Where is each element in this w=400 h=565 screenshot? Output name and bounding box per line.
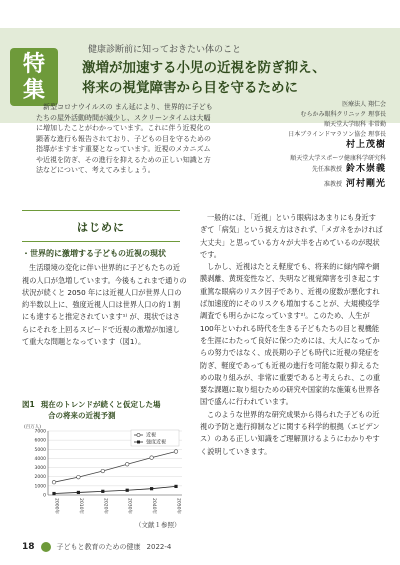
data-point bbox=[125, 462, 129, 466]
author-name: 村上茂樹 bbox=[345, 140, 386, 150]
legend-label: 強度近視 bbox=[146, 439, 167, 446]
figure-number: 図1 bbox=[22, 400, 35, 409]
figure-caption bbox=[22, 400, 197, 421]
data-point bbox=[174, 485, 177, 488]
series-line-1 bbox=[54, 451, 176, 482]
data-point bbox=[101, 469, 105, 473]
author-role: 准教授 bbox=[323, 181, 342, 188]
y-tick-label: 2000 bbox=[34, 475, 46, 481]
author-name: 鈴木崇義 bbox=[345, 164, 386, 174]
data-point bbox=[52, 492, 55, 495]
author-list bbox=[226, 100, 386, 194]
section-heading: はじめに bbox=[77, 221, 125, 234]
body-paragraph: しかし、近視はたとえ軽度でも、将来的に緑内障や網膜剥離、黄斑変性など、失明など視覚障害を引き起こす重篤な眼病のリスク因子であり、近視の度数が悪化すれば加速度的にそのリスクも増加することが、大規模疫学調査でも明らかになっています²⁾。このため、人生が100年といわれる時代を生きる子どもたちの目と視機能を生涯にわたって良好に保つためには、大人になってからの努力ではなく、成長期の子ども時代に近視の発症を防ぎ、軽度であっても近視の進行を可能な限り抑えるための取り組みが、非常に重要であると考えられ、この重要な課題に取り組むための研究や国家的な施策も世界各国で盛んに行われています。 bbox=[200, 262, 381, 407]
author-block bbox=[226, 154, 386, 175]
body-paragraph: 生活環境の変化に伴い世界的に子どもたちの近視の人口が急増しています。今後もこれまで通りの状況が続くと 2050 年には近視人口が世界人口の約半数以上に、強度近視人口は世界人口の約１割にも達すると推定されています¹⁾ が、現状ではさらにそれを上回るスピードで近視の激増が加速して重大な問題となっています（図1）。 bbox=[22, 263, 187, 347]
series-eyebrow: 健康診断前に知っておきたい体のこと bbox=[88, 45, 242, 55]
data-point bbox=[77, 475, 81, 479]
author-role: 先任准教授 bbox=[311, 166, 342, 173]
data-point bbox=[126, 489, 129, 492]
y-tick-label: 5000 bbox=[34, 447, 46, 453]
y-tick-label: 1000 bbox=[34, 484, 46, 490]
author-org: むらかみ眼科クリニック 理事長 bbox=[300, 111, 386, 118]
x-tick-label: 2050年 bbox=[175, 498, 181, 514]
myopia-projection-chart bbox=[22, 423, 192, 523]
x-tick-label: 2000年 bbox=[53, 498, 59, 514]
publication-name: 子どもと教育のための健康 bbox=[56, 543, 141, 551]
x-tick-label: 2030年 bbox=[126, 498, 132, 514]
data-point bbox=[174, 450, 178, 454]
y-tick-label: 4000 bbox=[34, 456, 46, 462]
data-point bbox=[101, 490, 104, 493]
y-tick-label: 3000 bbox=[34, 466, 46, 472]
y-tick-label: 6000 bbox=[34, 438, 46, 444]
feature-badge bbox=[10, 48, 58, 106]
feature-badge-char-1: 特 bbox=[22, 51, 45, 77]
data-point bbox=[150, 456, 154, 460]
x-tick-label: 2040年 bbox=[151, 498, 157, 514]
body-paragraph: 一般的には、「近視」という眼病はあまりにも身近すぎて「病気」という捉え方はされず、「メガネをかければ大丈夫」と思っている方々が大半を占めているのが現状です。 bbox=[200, 213, 383, 259]
left-column bbox=[22, 248, 187, 348]
figure-caption-line-1: 現在のトレンドが続くと仮定した場 bbox=[40, 400, 161, 409]
legend-marker bbox=[137, 441, 140, 444]
y-tick-label: 0 bbox=[43, 493, 46, 499]
y-unit-label: (百万人) bbox=[24, 425, 42, 430]
subsection-heading: ・世界的に激増する子どもの近視の現状 bbox=[22, 249, 166, 258]
lead-paragraph bbox=[36, 102, 216, 176]
page-footer bbox=[22, 542, 171, 552]
data-point bbox=[150, 487, 153, 490]
legend-label: 近視 bbox=[146, 432, 157, 439]
body-paragraph: このような世界的な研究成果から得られた子どもの近視の予防と進行抑制などに関する科学的根拠（エビデンス）のある正しい知識をご理解頂けるようにわかりやすく説明していきます。 bbox=[200, 409, 380, 456]
data-point bbox=[77, 491, 80, 494]
author-block bbox=[226, 179, 386, 190]
data-point bbox=[52, 480, 56, 484]
feature-badge-char-2: 集 bbox=[22, 77, 45, 103]
article-title-line-1: 激増が加速する小児の近視を防ぎ抑え、 bbox=[82, 60, 326, 76]
author-block bbox=[226, 100, 386, 150]
author-org: 順天堂大学眼科 非常勤 bbox=[324, 121, 386, 128]
right-column bbox=[200, 212, 383, 458]
y-tick-label: 7000 bbox=[34, 429, 46, 435]
chart-svg bbox=[22, 423, 192, 523]
lead-text: 新型コロナウイルスの まん延により、世界的に子どもたちの屋外活動時間が減少し、スクリーンタイムは大幅に増加したことがわかっています。これに伴う近視化の顕著な進行も報告されており、子どもの目を守るための指導がますます重要となっています。近視のメカニズムや近視を防ぎ、その進行を抑えるための正しい知識と方法などについて、考えてみましょう。 bbox=[36, 103, 213, 174]
legend-marker bbox=[137, 433, 140, 436]
publication-logo-icon bbox=[41, 542, 51, 552]
x-tick-label: 2020年 bbox=[102, 498, 108, 514]
x-tick-label: 2010年 bbox=[77, 498, 83, 514]
issue-label: 2022-4 bbox=[146, 543, 172, 551]
article-title bbox=[82, 58, 387, 98]
author-org: 日本ブラインドマラソン協会 理事長 bbox=[288, 131, 386, 138]
article-title-line-2: 将来の視覚障害から目を守るために bbox=[82, 80, 298, 96]
page-number: 18 bbox=[22, 542, 35, 552]
figure-caption-line-2: 合の将来の近視予測 bbox=[48, 410, 116, 420]
author-name: 河村剛光 bbox=[345, 179, 386, 189]
author-affiliation: 順天堂大学スポーツ健康科学研究科 bbox=[290, 155, 386, 162]
series-line-2 bbox=[54, 486, 176, 493]
figure-source: （文献１参照） bbox=[135, 521, 181, 529]
author-affiliation: 医療法人 翔仁会 bbox=[342, 101, 386, 108]
